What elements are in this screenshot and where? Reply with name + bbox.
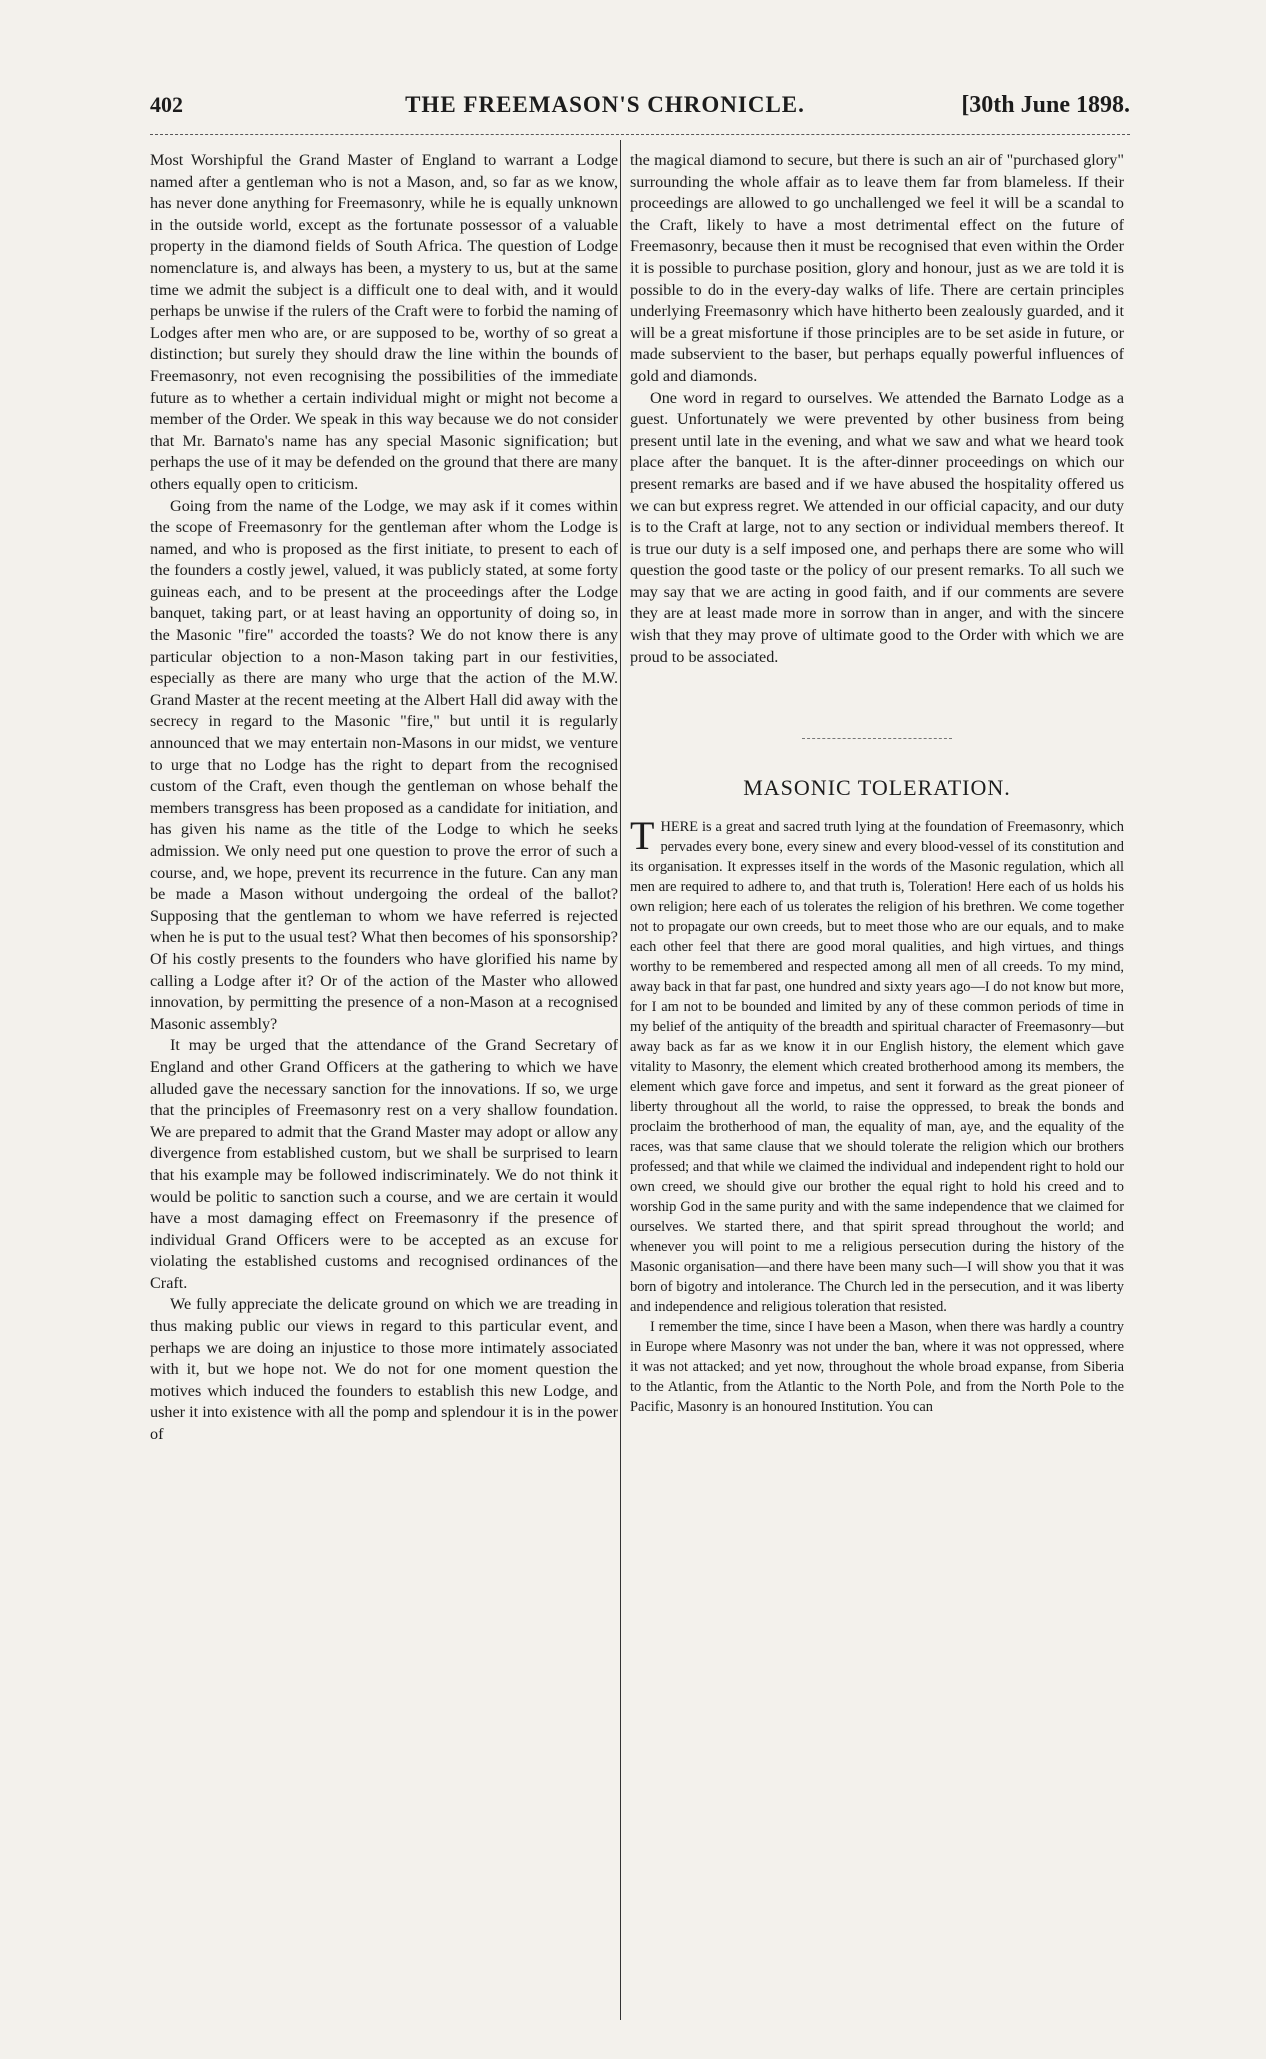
page-number: 402 — [150, 92, 183, 117]
section-paragraph: HERE is a great and sacred truth lying at the foundation of Freemasonry, which pervades every bone, every sinew and every blood-vessel of its constitution and its organisation. It expresses itself in the words of the Masonic regulation, which all men are required to adhere to, and that truth is, Toleration! Here each of us holds his own religion; here each of us tolerates the religion of his brethren. We come together not to propagate our own creeds, but to meet those who are our equals, and to make each other feel that there are good moral qualities, and high virtues, and things worthy to be remembered and respected among all men of all creeds. To my mind, away back in that far past, one hundred and sixty years ago—I do not know but more, for I am not to be bounded and limited by any of these common periods of time in my belief of the antiquity of the breadth and spiritual character of Freemasonry—but away back as far as we know it in our English history, the element which gave vitality to Masonry, the element which created brotherhood among its members, the element which gave force and impetus, and sent it forward as the great pioneer of liberty throughout all the world, to raise the oppressed, to break the bonds and proclaim the brotherhood of man, the equality of man, aye, and the equality of the races, was that same clause that we should tolerate the religion which our brothers professed; and that while we claimed the individual and independent right to hold our own creed, we should give our brother the equal right to hold his creed and to worship God in the same purity and with the same independence that we claimed for ourselves. We started there, and that spirit spread throughout the world; and whenever you will point to me a religious persecution during the history of the Masonic organisation—and there have been many such—I will show you that it was born of bigotry and intolerance. The Church led in the persecution, and it was liberty and independence and religious toleration that resisted. — [630, 818, 1124, 1315]
article-paragraph: the magical diamond to secure, but there is such an air of "purchased glory" surrounding the whole affair as to leave them far from blameless. If their proceedings are allowed to go unchallenged we feel it will be a scandal to the Craft, likely to have a most detrimental effect on the future of Freemasonry, because then it must be recognised that even within the Order it is possible to purchase position, glory and honour, just as we are told it is possible to do in the every-day walks of life. There are certain principles underlying Freemasonry which have hitherto been zealously guarded, and it will be a great misfortune if those principles are to be set aside in future, or made subservient to the baser, but perhaps equally powerful influences of gold and diamonds. — [630, 151, 1124, 385]
article-paragraph: We fully appreciate the delicate ground on which we are treading in thus making public our views in regard to this particular event, and perhaps we are doing an injustice to those more intimately associated with it, but we hope not. We do not for one moment question the motives which induced the founders to establish this new Lodge, and usher it into existence with all the pomp and splendour it is in the power of — [150, 1295, 618, 1444]
right-column — [630, 150, 1124, 1417]
section-title: MASONIC TOLERATION. — [743, 775, 1011, 801]
column-divider — [620, 140, 621, 2020]
article-paragraph: One word in regard to ourselves. We attended the Barnato Lodge as a guest. Unfortunately we were prevented by other business from being present until late in the evening, and what we saw and what we heard took place after the banquet. It is the after-dinner proceedings on which our present remarks are based and if we have abused the hospitality offered us we can but express regret. We attended in our official capacity, and our duty is to the Craft at large, not to any section or individual members thereof. It is true our duty is a self imposed one, and perhaps there are some who will question the good taste or the policy of our present remarks. To all such we may say that we are acting in good faith, and if our comments are severe they are at least made more in sorrow than in anger, and with the sincere wish that they may prove of ultimate good to the Order with which we are proud to be associated. — [630, 388, 1124, 666]
section-separator — [802, 738, 952, 739]
issue-date: [30th June 1898. — [961, 92, 1130, 118]
left-column — [150, 150, 618, 1446]
article-paragraph: Going from the name of the Lodge, we may ask if it comes within the scope of Freemasonry for the gentleman after whom the Lodge is named, and who is proposed as the first initiate, to present to each of the founders a costly jewel, valued, it was publicly stated, at some forty guineas each, and to be present at the proceedings after the Lodge banquet, taking part, or at least having an opportunity of doing so, in the Masonic "fire" accorded the toasts? We do not know there is any particular objection to a non-Mason taking part in our festivities, especially as there are many who urge that the action of the M.W. Grand Master at the recent meeting at the Albert Hall did away with the secrecy in regard to the Masonic "fire," but until it is regularly announced that we may entertain non-Masons in our midst, we venture to urge that no Lodge has the right to depart from the recognised custom of the Craft, even though the gentleman on whose behalf the members transgress has been proposed as a candidate for initiation, and has given his name as the title of the Lodge to which he seeks admission. We only need put one question to prove the error of such a course, and, we hope, prevent its recurrence in the future. Can any man be made a Mason without undergoing the ordeal of the ballot? Supposing that the gentleman to whom we have referred is rejected when he is put to the usual test? What then becomes of his sponsorship? Of his costly presents to the founders who have glorified his name by calling a Lodge after it? Or of the action of the Master who allowed innovation, by permitting the presence of a non-Mason at a recognised Masonic assembly? — [150, 496, 618, 1033]
drop-cap: T — [630, 812, 655, 858]
header-rule — [150, 134, 1130, 135]
page-header — [150, 92, 1130, 136]
article-paragraph: Most Worshipful the Grand Master of England to warrant a Lodge named after a gentleman who is not a Mason, and, so far as we know, has never done anything for Freemasonry, while he is equally unknown in the outside world, except as the fortunate possessor of a valuable property in the diamond fields of South Africa. The question of Lodge nomenclature is, and always has been, a mystery to us, but at the same time we admit the subject is a difficult one to deal with, and it would perhaps be unwise if the rulers of the Craft were to forbid the naming of Lodges after men who are, or are supposed to be, worthy of so great a distinction; but surely they should draw the line within the bounds of Freemasonry, not even recognising the possibilities of the immediate future as to whether a certain individual might or might not become a member of the Order. We speak in this way because we do not consider that Mr. Barnato's name has any special Masonic signification; but perhaps the use of it may be defended on the ground that there are many others equally open to criticism. — [150, 151, 618, 493]
publication-title: THE FREEMASON'S CHRONICLE. — [405, 92, 805, 117]
article-paragraph: It may be urged that the attendance of the Grand Secretary of England and other Grand Officers at the gathering to which we have alluded gave the necessary sanction for the innovations. If so, we urge that the principles of Freemasonry rest on a very shallow foundation. We are prepared to admit that the Grand Master may adopt or allow any divergence from established custom, but we shall be surprised to learn that his example may be followed indiscriminately. We do not think it would be politic to sanction such a course, and we are certain it would have a most damaging effect on Freemasonry if the presence of individual Grand Officers were to be accepted as an excuse for violating the established customs and recognised ordinances of the Craft. — [150, 1036, 618, 1292]
section-paragraph: I remember the time, since I have been a Mason, when there was hardly a country in Europe where Masonry was not under the ban, where it was not oppressed, where it was not attacked; and yet now, throughout the whole broad expanse, from Siberia to the Atlantic, from the Atlantic to the North Pole, and from the North Pole to the Pacific, Masonry is an honoured Institution. You can — [630, 1318, 1124, 1415]
section-body — [630, 812, 1124, 1417]
